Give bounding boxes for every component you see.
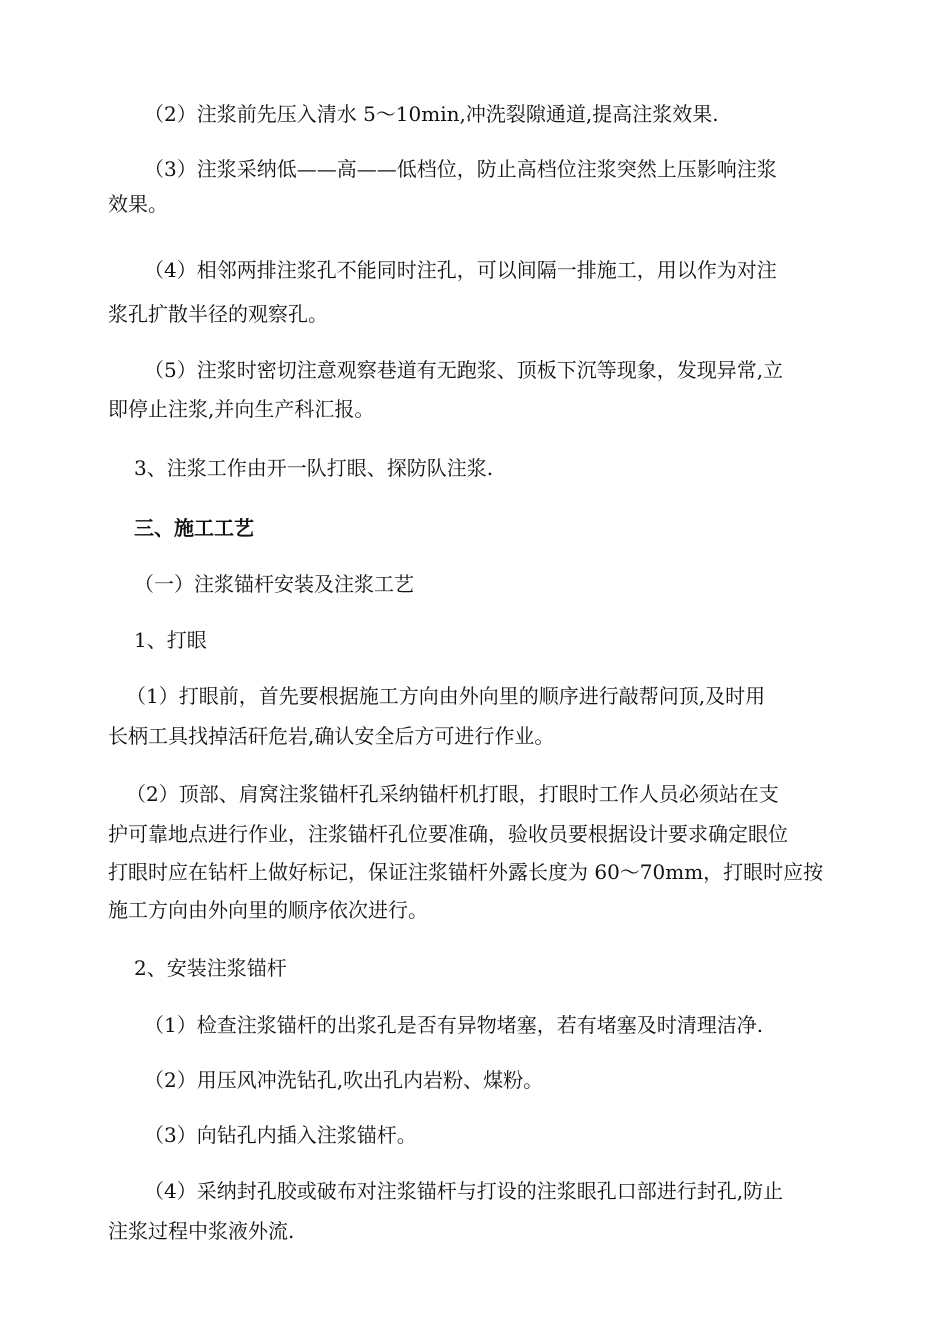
paragraph-1-1 <box>126 679 852 714</box>
paragraph-2-1 <box>134 1008 860 1043</box>
text-line: 浆孔扩散半径的观察孔。 <box>108 302 328 326</box>
text-line: （2）用压风冲洗钻孔,吹出孔内岩粉、煤粉。 <box>134 1068 544 1092</box>
paragraph-1-2-cont2 <box>108 855 834 890</box>
paragraph-2-3-cont <box>108 187 834 222</box>
text-line: 1、打眼 <box>134 628 207 652</box>
text-line: 效果。 <box>108 192 168 216</box>
heading-text: 三、施工工艺 <box>134 516 254 540</box>
paragraph-1-2-cont3 <box>108 893 834 928</box>
text-line: 2、安装注浆锚杆 <box>134 956 287 980</box>
text-line: 护可靠地点进行作业，注浆锚杆孔位要准确，验收员要根据设计要求确定眼位 <box>108 822 788 846</box>
paragraph-2-3b <box>134 1118 860 1153</box>
paragraph-2-4 <box>134 253 860 288</box>
text-line: （5）注浆时密切注意观察巷道有无跑浆、顶板下沉等现象，发现异常,立 <box>134 358 784 382</box>
text-line: 即停止注浆,并向生产科汇报。 <box>108 397 375 421</box>
paragraph-2-5 <box>134 353 860 388</box>
step-heading-2 <box>134 951 860 986</box>
step-heading-1 <box>134 623 860 658</box>
text-line: （3）向钻孔内插入注浆锚杆。 <box>134 1123 417 1147</box>
paragraph-2-5-cont <box>108 392 834 427</box>
paragraph-2-4b-cont <box>108 1214 834 1249</box>
text-line: （2）注浆前先压入清水 5～10min,冲洗裂隙通道,提高注浆效果. <box>134 102 719 126</box>
paragraph-2-2 <box>134 97 860 132</box>
text-line: 3、注浆工作由开一队打眼、探防队注浆. <box>134 456 494 480</box>
section-heading <box>134 511 860 546</box>
subsection-heading <box>134 567 860 602</box>
paragraph-3 <box>134 451 860 486</box>
paragraph-1-1-cont <box>108 719 834 754</box>
text-line: （4）采纳封孔胶或破布对注浆锚杆与打设的注浆眼孔口部进行封孔,防止 <box>134 1179 784 1203</box>
text-line: （3）注浆采纳低——高——低档位，防止高档位注浆突然上压影响注浆 <box>134 157 777 181</box>
paragraph-2-4b <box>134 1174 860 1209</box>
paragraph-2-4-cont <box>108 297 834 332</box>
text-line: （1）检查注浆锚杆的出浆孔是否有异物堵塞，若有堵塞及时清理洁净. <box>134 1013 764 1037</box>
paragraph-2-3 <box>134 152 860 187</box>
text-line: （4）相邻两排注浆孔不能同时注孔，可以间隔一排施工，用以作为对注 <box>134 258 777 282</box>
paragraph-1-2 <box>126 777 852 812</box>
text-line: 打眼时应在钻杆上做好标记，保证注浆锚杆外露长度为 60～70mm，打眼时应按 <box>108 860 824 884</box>
text-line: 长柄工具找掉活矸危岩,确认安全后方可进行作业。 <box>108 724 555 748</box>
paragraph-1-2-cont1 <box>108 817 834 852</box>
text-line: 注浆过程中浆液外流. <box>108 1219 295 1243</box>
text-line: （1）打眼前，首先要根据施工方向由外向里的顺序进行敲帮问顶,及时用 <box>126 684 766 708</box>
text-line: （2）顶部、肩窝注浆锚杆孔采纳锚杆机打眼，打眼时工作人员必须站在支 <box>126 782 779 806</box>
paragraph-2-2b <box>134 1063 860 1098</box>
text-line: 施工方向由外向里的顺序依次进行。 <box>108 898 428 922</box>
text-line: （一）注浆锚杆安装及注浆工艺 <box>134 572 414 596</box>
